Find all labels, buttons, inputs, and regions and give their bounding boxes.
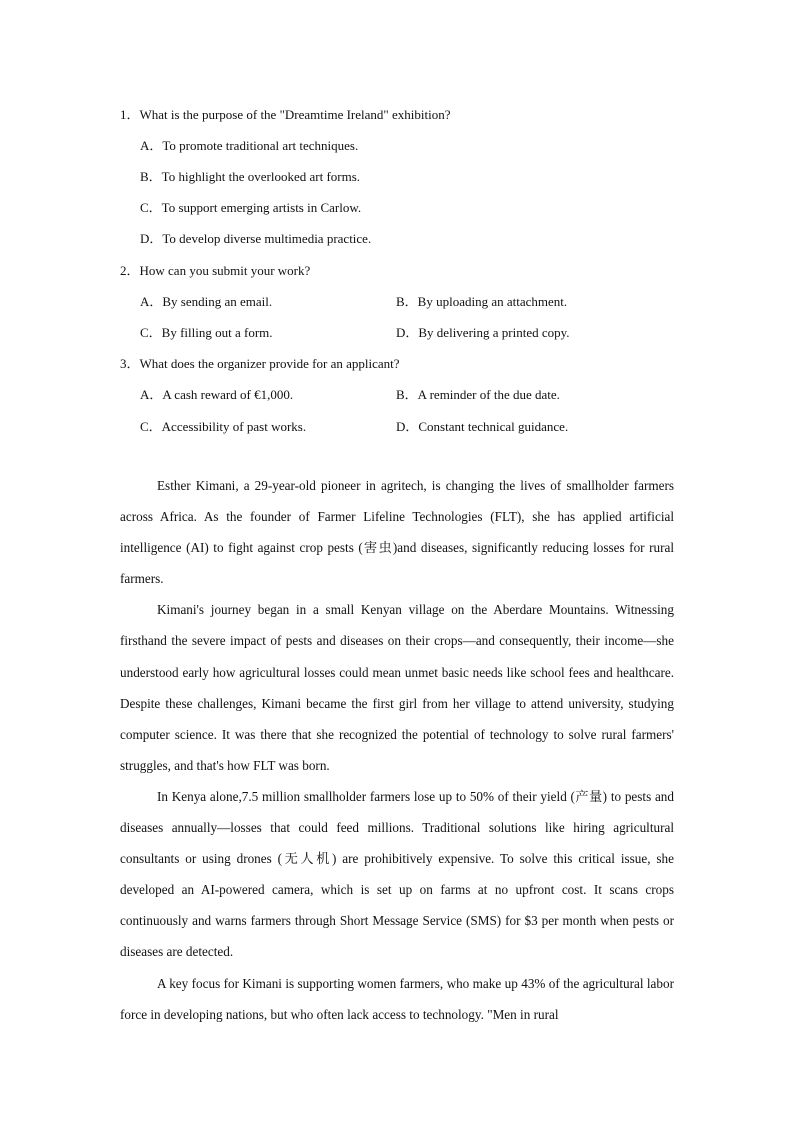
question-3-option-a: A．A cash reward of €1,000. xyxy=(140,387,294,402)
passage-paragraph: In Kenya alone,7.5 million smallholder farmers lose up to 50% of their yield (产量) to pests and diseases annually—losses that could feed millions. Traditional solutions like hiring agricultural consultants or using drones (无人机) are prohibitively expensive. To solve this critical issue, she developed an AI-powered camera, which is set up on farms at no upfront cost. It scans crops continuously and warns farmers through Short Message Service (SMS) for $3 per month when pests or diseases are detected. xyxy=(120,788,674,960)
question-1-option-a: A．To promote traditional art techniques. xyxy=(140,138,359,153)
question-3-option-b: B．A reminder of the due date. xyxy=(396,387,560,402)
question-2-stem: 2．How can you submit your work? xyxy=(120,263,311,278)
question-2-option-d: D．By delivering a printed copy. xyxy=(396,325,570,340)
reading-passage xyxy=(120,470,674,1030)
question-1-stem: 1．What is the purpose of the "Dreamtime Ireland" exhibition? xyxy=(120,107,451,122)
question-3-option-c: C．Accessibility of past works. xyxy=(140,419,307,434)
question-3-stem: 3．What does the organizer provide for an applicant? xyxy=(120,356,400,371)
question-3-option-d: D．Constant technical guidance. xyxy=(396,419,569,434)
passage-paragraph: A key focus for Kimani is supporting women farmers, who make up 43% of the agricultural labor force in developing nations, but who often lack access to technology. "Men in rural xyxy=(120,975,674,1022)
question-1-option-c: C．To support emerging artists in Carlow. xyxy=(140,200,362,215)
passage-paragraph: Kimani's journey began in a small Kenyan village on the Aberdare Mountains. Witnessing firsthand the severe impact of pests and diseases on their crops—and consequently, their income—she understood early how agricultural losses could mean unmet basic needs like school fees and healthcare. Despite these challenges, Kimani became the first girl from her village to attend university, studying computer science. It was there that she recognized the potential of technology to solve rural farmers' struggles, and that's how FLT was born. xyxy=(120,602,674,773)
question-1-option-b: B．To highlight the overlooked art forms. xyxy=(140,169,361,184)
question-2-option-a: A．By sending an email. xyxy=(140,294,273,309)
question-2-option-c: C．By filling out a form. xyxy=(140,325,273,340)
passage-paragraph: Esther Kimani, a 29-year-old pioneer in agritech, is changing the lives of smallholder farmers across Africa. As the founder of Farmer Lifeline Technologies (FLT), she has applied artificial intelligence (AI) to fight against crop pests (害虫)and diseases, significantly reducing losses for rural farmers. xyxy=(120,478,674,587)
question-2-option-b: B．By uploading an attachment. xyxy=(396,294,568,309)
question-1-option-d: D．To develop diverse multimedia practice. xyxy=(140,231,372,246)
